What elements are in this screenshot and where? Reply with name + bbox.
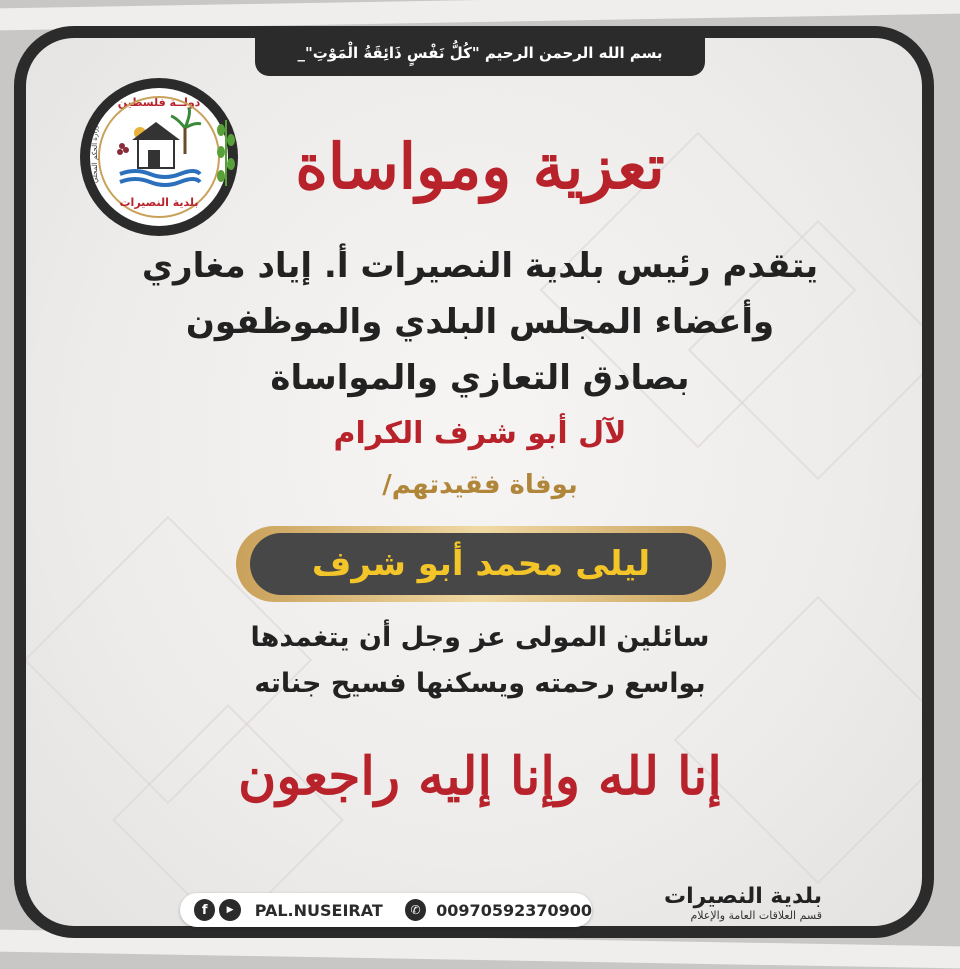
phone-number[interactable]: 00970592370900 [436,900,593,920]
condolence-title: تعزية ومواساة [295,130,665,203]
footer-org-block [606,884,822,922]
deceased-intro: بوفاة فقيدتهم/ [382,470,578,500]
body-line-2: وأعضاء المجلس البلدي والموظفون [185,302,775,342]
social-contact-bar [180,893,592,927]
bismillah-header [255,30,705,76]
footer-org-name: بلدية النصيرات [664,884,822,909]
whatsapp-icon[interactable]: ✆ [405,899,426,921]
closing-verse: إنا لله وإنا إليه راجعون [238,746,722,807]
deceased-name-banner [236,526,726,602]
facebook-icon[interactable]: f [194,899,215,921]
logo-org-text: بلدية النصيرات [119,196,199,209]
footer-bar [168,884,960,938]
social-handle[interactable]: PAL.NUSEIRAT [254,900,383,920]
bismillah-text: بسم الله الرحمن الرحيم "كُلُّ نَفْسٍ ذَائِقَةُ الْمَوْتِ"_ [297,44,663,62]
body-line-3: بصادق التعازي والمواساة [270,358,690,398]
deceased-name: ليلى محمد أبو شرف [250,533,712,595]
logo-side-text: وزارة الحكم المحلي [91,124,100,184]
footer-department: قسم العلاقات العامة والإعلام [690,909,822,922]
family-line: لآل أبو شرف الكرام [333,416,627,451]
body-line-1: يتقدم رئيس بلدية النصيرات أ. إياد مغاري [141,246,819,286]
youtube-icon[interactable]: ▶ [219,899,240,921]
prayer-line-1: سائلين المولى عز وجل أن يتغمدها [250,622,710,653]
logo-arc-text: دولــة فلسطين [117,96,201,109]
prayer-line-2: بواسع رحمته ويسكنها فسيح جناته [254,668,706,699]
